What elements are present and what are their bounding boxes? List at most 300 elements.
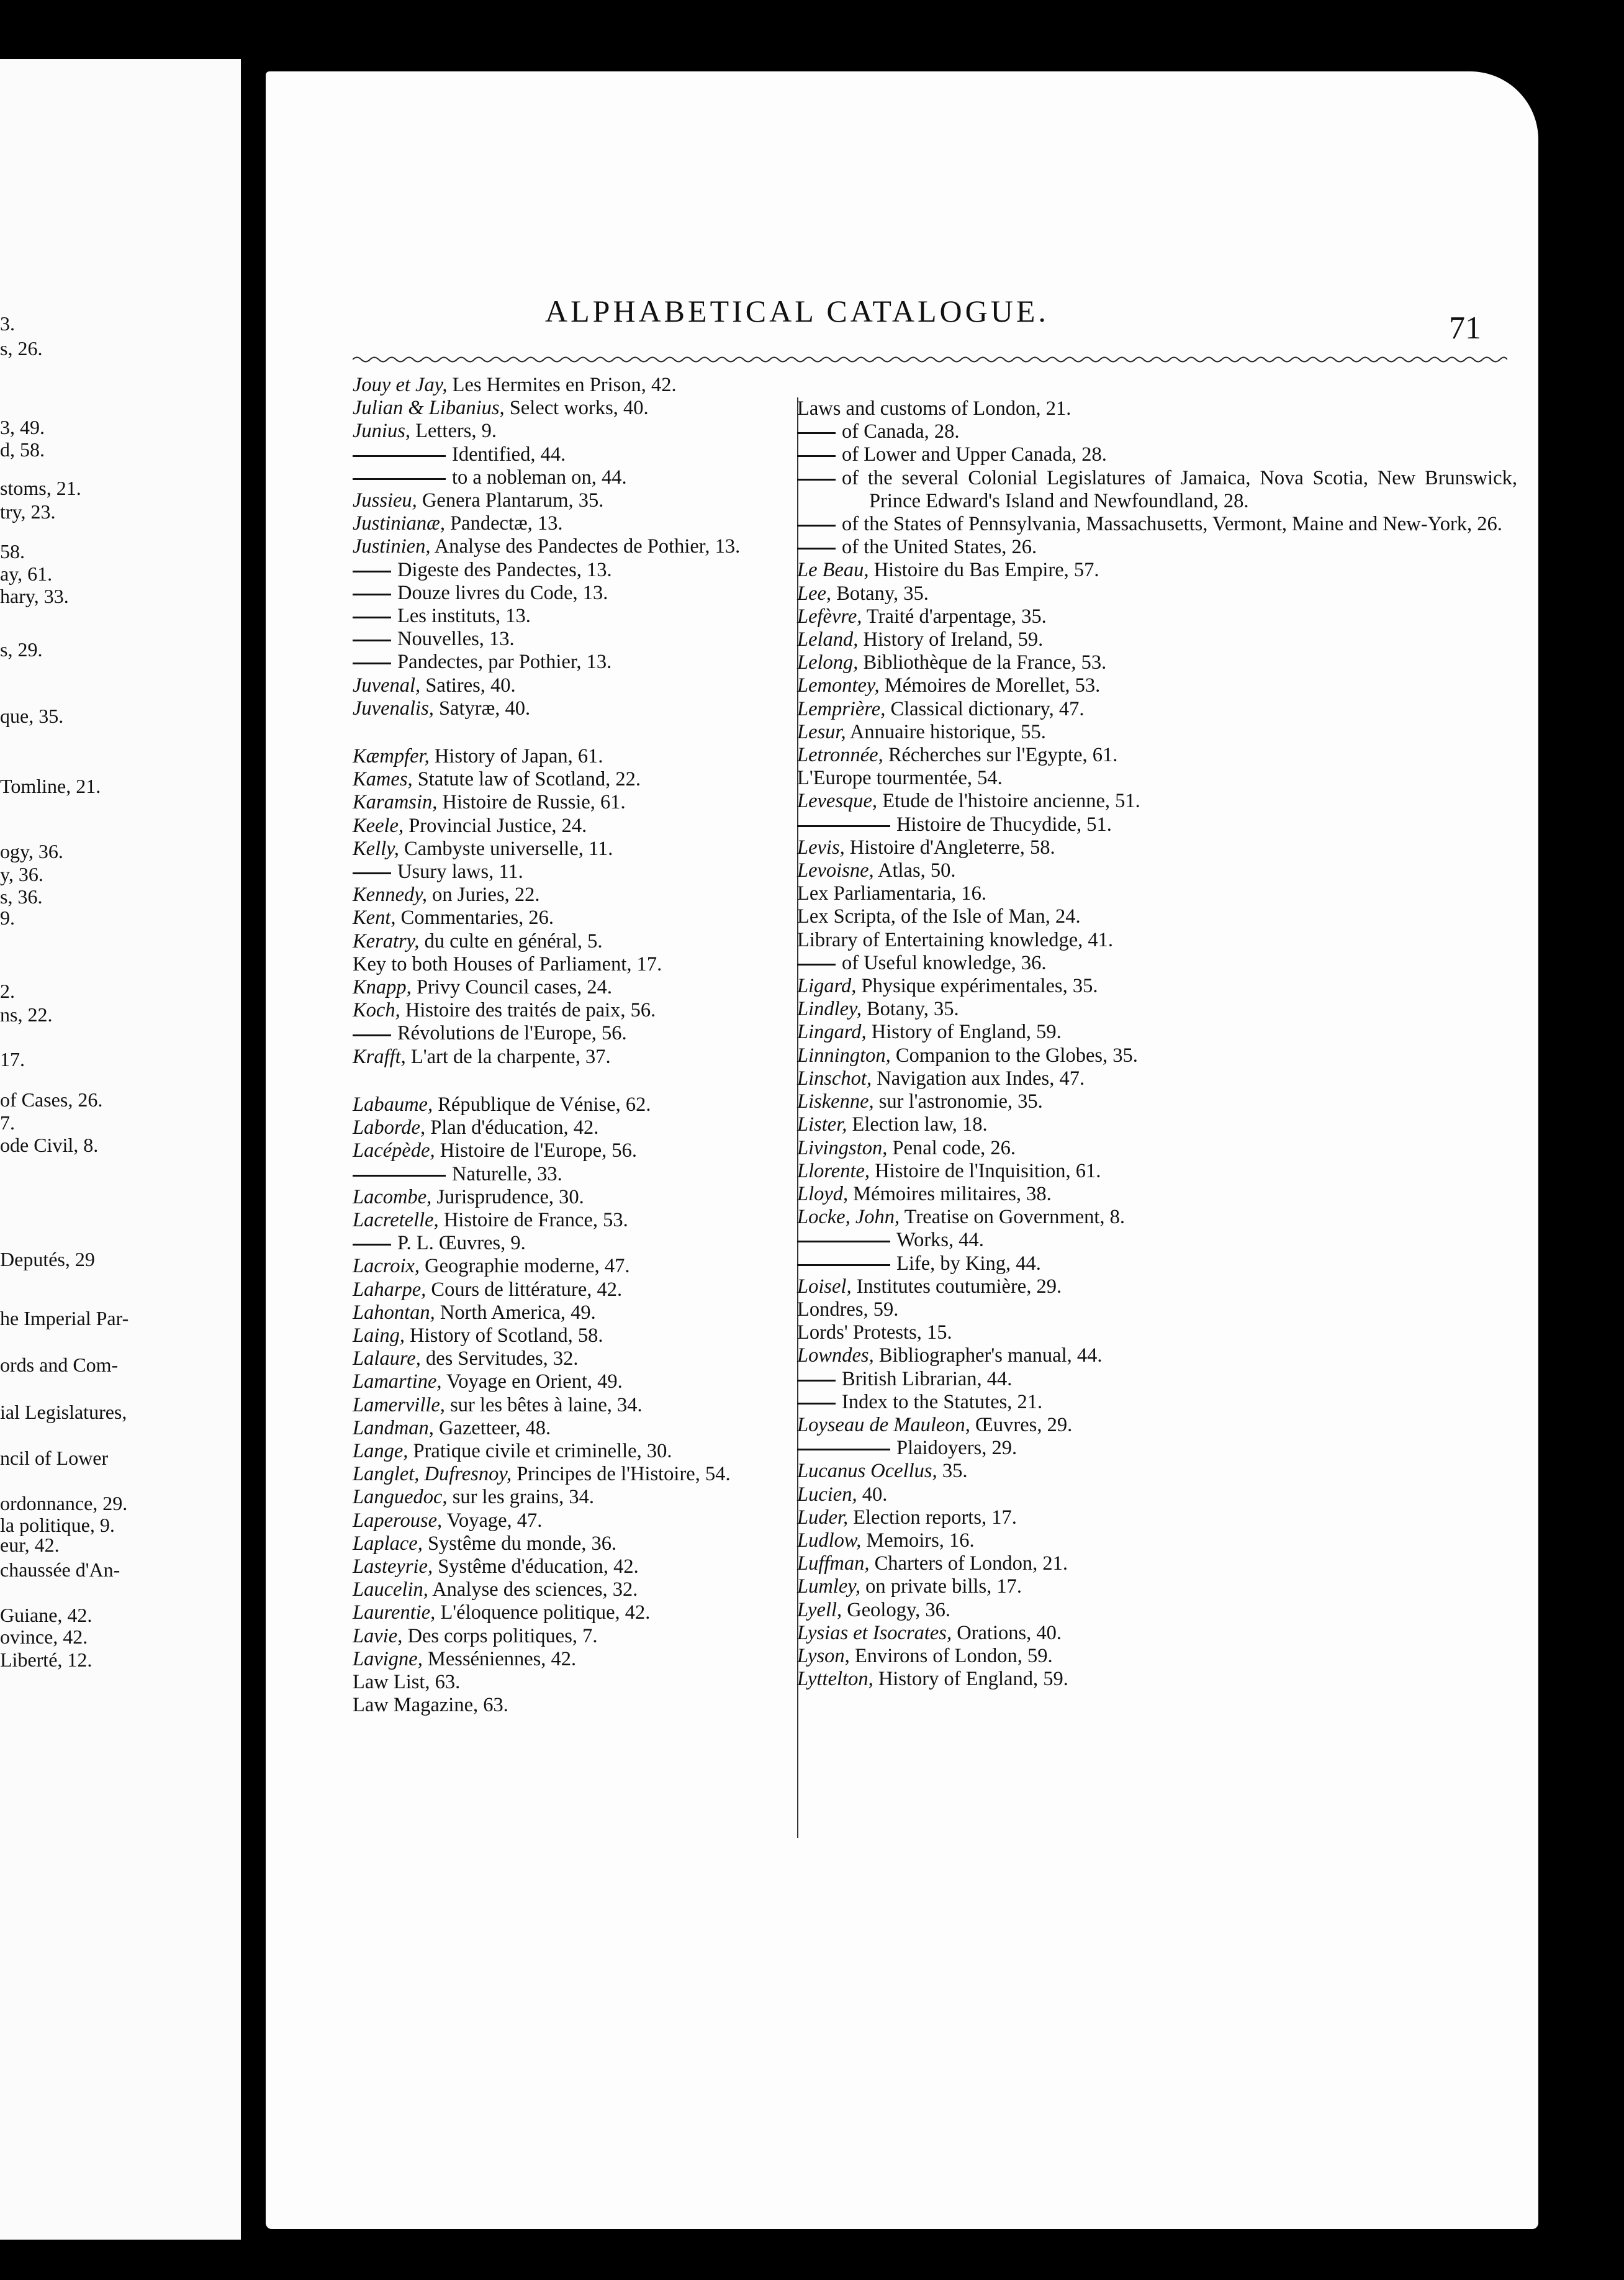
entry-author: Livingston, xyxy=(797,1136,888,1159)
entry-title: British Librarian, 44. xyxy=(842,1367,1013,1390)
entry-title: History of England, 59. xyxy=(873,1668,1068,1691)
ditto-dash xyxy=(797,1449,890,1450)
entry-title: Botany, 35. xyxy=(831,582,929,605)
entry-author: Lacretelle, xyxy=(353,1208,439,1231)
catalogue-entry xyxy=(797,1206,1517,1229)
catalogue-entry xyxy=(353,1694,880,1717)
catalogue-entry xyxy=(797,1622,1517,1645)
entry-title: of the United States, 26. xyxy=(842,536,1037,559)
entry-author: Luder, xyxy=(797,1506,849,1529)
entry-author: Leland, xyxy=(797,628,859,651)
left-page-text-fragment: Guiane, 42. xyxy=(0,1604,92,1626)
entry-title: Lords' Protests, 15. xyxy=(797,1321,952,1344)
left-page-text-fragment: ns, 22. xyxy=(0,1003,53,1026)
entry-title: Pandectes, par Pothier, 13. xyxy=(397,651,612,674)
catalogue-entry xyxy=(797,698,1517,721)
ditto-dash xyxy=(797,964,836,966)
entry-title: Douze livres du Code, 13. xyxy=(397,581,608,604)
entry-author: Lasteyrie, xyxy=(353,1555,433,1578)
entry-author: Langlet, Dufresnoy, xyxy=(353,1463,512,1486)
ditto-dash xyxy=(353,455,446,457)
entry-title: Histoire de l'Inquisition, 61. xyxy=(870,1159,1101,1182)
catalogue-entry xyxy=(797,1137,1517,1160)
entry-author: Ludlow, xyxy=(797,1529,862,1552)
entry-author: Lacépède, xyxy=(353,1139,435,1162)
catalogue-entry xyxy=(797,1113,1517,1136)
catalogue-entry xyxy=(797,1483,1517,1506)
entry-title: Library of Entertaining knowledge, 41. xyxy=(797,928,1114,951)
entry-title: 40. xyxy=(857,1483,888,1506)
catalogue-entry xyxy=(797,1668,1517,1691)
entry-author: Lelong, xyxy=(797,651,859,674)
entry-author: Letronnée, xyxy=(797,744,883,767)
catalogue-entry xyxy=(797,467,1517,513)
entry-author: Justinianæ, xyxy=(353,512,445,535)
entry-author: Lindley, xyxy=(797,998,862,1021)
entry-title: Life, by King, 44. xyxy=(896,1252,1041,1275)
entry-author: Lowndes, xyxy=(797,1344,874,1367)
entry-author: Lucien, xyxy=(797,1483,857,1506)
entry-title: sur l'astronomie, 35. xyxy=(873,1090,1043,1113)
left-page-text-fragment: 2. xyxy=(0,980,15,1002)
catalogue-entry xyxy=(353,374,880,397)
entry-author: Koch, xyxy=(353,999,400,1022)
entry-title: Annuaire historique, 55. xyxy=(846,720,1046,743)
entry-author: Laharpe, xyxy=(353,1278,426,1301)
entry-author: Lemprière, xyxy=(797,697,886,720)
entry-title: Voyage, 47. xyxy=(442,1509,543,1532)
entry-title: Mémoires militaires, 38. xyxy=(848,1182,1052,1205)
entry-author: Lyell, xyxy=(797,1598,842,1621)
catalogue-entry xyxy=(797,1414,1517,1437)
entry-title: Voyage en Orient, 49. xyxy=(441,1370,623,1393)
entry-title: Key to both Houses of Parliament, 17. xyxy=(353,952,662,975)
left-page-text-fragment: ogy, 36. xyxy=(0,840,63,862)
entry-author: Liskenne, xyxy=(797,1090,874,1113)
left-page-text-fragment: ncil of Lower xyxy=(0,1447,109,1469)
entry-title: Lex Scripta, of the Isle of Man, 24. xyxy=(797,905,1081,928)
left-page-text-fragment: ords and Com- xyxy=(0,1354,119,1376)
left-page-text-fragment: y, 36. xyxy=(0,863,43,885)
ditto-dash xyxy=(353,571,391,572)
entry-title: History of Japan, 61. xyxy=(429,745,603,768)
entry-title: to a nobleman on, 44. xyxy=(452,466,627,489)
catalogue-entry xyxy=(797,744,1517,767)
catalogue-column-right xyxy=(797,397,1517,1691)
left-page-text-fragment: 3, 49. xyxy=(0,416,45,438)
entry-title: Laws and customs of London, 21. xyxy=(797,397,1071,420)
entry-title: sur les bêtes à laine, 34. xyxy=(444,1393,643,1416)
catalogue-entry xyxy=(797,1391,1517,1414)
left-page-text-fragment: ovince, 42. xyxy=(0,1626,88,1648)
entry-title: on private bills, 17. xyxy=(860,1575,1022,1598)
catalogue-entry xyxy=(797,790,1517,813)
entry-author: Laplace, xyxy=(353,1532,423,1555)
ditto-dash xyxy=(797,1403,836,1405)
entry-title: Histoire de l'Europe, 56. xyxy=(435,1139,638,1162)
entry-title: 35. xyxy=(937,1460,968,1483)
entry-author: Keratry, xyxy=(353,930,420,952)
entry-author: Lacroix, xyxy=(353,1255,420,1278)
entry-title: Messéniennes, 42. xyxy=(422,1647,577,1670)
entry-title: Nouvelles, 13. xyxy=(397,628,515,651)
entry-title: Provincial Justice, 24. xyxy=(404,814,587,837)
entry-title: Pandectæ, 13. xyxy=(444,512,563,535)
entry-author: Knapp, xyxy=(353,976,412,999)
entry-author: Kæmpfer, xyxy=(353,745,430,768)
entry-author: Lamerville, xyxy=(353,1393,445,1416)
catalogue-entry xyxy=(797,1252,1517,1275)
entry-title: Histoire de Russie, 61. xyxy=(437,791,626,814)
entry-title: Récherches sur l'Egypte, 61. xyxy=(883,744,1118,767)
entry-title: History of Scotland, 58. xyxy=(404,1324,603,1347)
catalogue-entry xyxy=(797,674,1517,697)
catalogue-entry xyxy=(797,1183,1517,1206)
entry-title: Les Hermites en Prison, 42. xyxy=(447,374,677,396)
entry-author: Landman, xyxy=(353,1416,434,1439)
entry-author: Lloyd, xyxy=(797,1182,849,1205)
ditto-dash xyxy=(353,1244,391,1246)
left-page-text-fragment: s, 36. xyxy=(0,885,43,908)
entry-author: Lucanus Ocellus, xyxy=(797,1460,937,1483)
entry-title: Systême du monde, 36. xyxy=(422,1532,617,1555)
left-page-text-fragment: ial Legislatures, xyxy=(0,1401,127,1423)
ditto-dash xyxy=(353,1034,391,1036)
catalogue-entry xyxy=(797,420,1517,443)
ditto-dash xyxy=(797,432,836,434)
ditto-dash xyxy=(797,479,836,481)
catalogue-entry xyxy=(797,605,1517,628)
entry-author: Llorente, xyxy=(797,1159,870,1182)
entry-author: Jussieu, xyxy=(353,489,417,512)
entry-title: Cours de littérature, 42. xyxy=(426,1278,623,1301)
left-page-text-fragment: 7. xyxy=(0,1111,15,1134)
entry-title: Systême d'éducation, 42. xyxy=(433,1555,639,1578)
left-page-text-fragment: Liberté, 12. xyxy=(0,1649,92,1671)
catalogue-entry xyxy=(797,1460,1517,1483)
entry-author: Lahontan, xyxy=(353,1301,435,1324)
catalogue-entry xyxy=(797,1368,1517,1391)
entry-title: Geology, 36. xyxy=(842,1598,950,1621)
entry-title: on Juries, 22. xyxy=(427,884,540,907)
ditto-dash xyxy=(353,594,391,595)
entry-title: Jurisprudence, 30. xyxy=(431,1185,584,1208)
entry-author: Lefèvre, xyxy=(797,605,862,628)
entry-author: Laperouse, xyxy=(353,1509,443,1532)
entry-title: Bibliographer's manual, 44. xyxy=(873,1344,1103,1367)
entry-title: Pratique civile et criminelle, 30. xyxy=(408,1439,672,1462)
entry-author: Lavie, xyxy=(353,1624,403,1647)
left-page-text-fragment: stoms, 21. xyxy=(0,477,81,499)
left-page-text-fragment: que, 35. xyxy=(0,705,64,727)
catalogue-entry xyxy=(797,1067,1517,1090)
entry-title: Histoire d'Angleterre, 58. xyxy=(844,836,1055,859)
entry-author: Labaume, xyxy=(353,1093,433,1116)
wavy-rule xyxy=(353,355,1507,364)
entry-title: Cambyste universelle, 11. xyxy=(399,837,613,860)
entry-title: Law Magazine, 63. xyxy=(353,1694,508,1717)
entry-title: P. L. Œuvres, 9. xyxy=(397,1232,526,1255)
entry-title: Physique expérimentales, 35. xyxy=(856,975,1098,998)
entry-title: Plan d'éducation, 42. xyxy=(425,1116,599,1139)
ditto-dash xyxy=(353,617,391,618)
entry-title: Atlas, 50. xyxy=(873,859,956,882)
entry-title: Plaidoyers, 29. xyxy=(896,1437,1017,1460)
entry-title: Histoire du Bas Empire, 57. xyxy=(868,559,1099,582)
entry-author: Levis, xyxy=(797,836,845,859)
catalogue-entry xyxy=(797,1437,1517,1460)
catalogue-entry xyxy=(797,1529,1517,1552)
entry-author: Languedoc, xyxy=(353,1486,448,1509)
ditto-dash xyxy=(353,1175,446,1177)
ditto-dash xyxy=(797,1264,890,1266)
entry-author: Justinien, xyxy=(353,535,431,558)
entry-title: Principes de l'Histoire, 54. xyxy=(512,1463,731,1486)
catalogue-entry xyxy=(797,1321,1517,1344)
entry-title: L'art de la charpente, 37. xyxy=(405,1045,611,1068)
catalogue-entry xyxy=(797,582,1517,605)
entry-title: Bibliothèque de la France, 53. xyxy=(858,651,1107,674)
ditto-dash xyxy=(353,872,391,874)
entry-author: Lesur, xyxy=(797,720,846,743)
entry-title: Etude de l'histoire ancienne, 51. xyxy=(877,790,1140,813)
entry-title: L'éloquence politique, 42. xyxy=(435,1601,651,1624)
entry-title: Œuvres, 29. xyxy=(970,1413,1073,1436)
entry-title: sur les grains, 34. xyxy=(447,1486,595,1509)
catalogue-entry xyxy=(797,767,1517,790)
entry-title: Satires, 40. xyxy=(420,674,516,697)
entry-author: Lister, xyxy=(797,1113,847,1136)
entry-author: Lee, xyxy=(797,582,832,605)
entry-author: Julian & Libanius, xyxy=(353,397,505,420)
catalogue-entry xyxy=(797,1344,1517,1367)
ditto-dash xyxy=(353,640,391,641)
ditto-dash xyxy=(353,663,391,664)
entry-author: Laing, xyxy=(353,1324,405,1347)
entry-title: Mémoires de Morellet, 53. xyxy=(879,674,1101,697)
entry-title: Gazetteer, 48. xyxy=(433,1416,551,1439)
catalogue-entry xyxy=(797,721,1517,744)
entry-title: Commentaries, 26. xyxy=(395,907,554,930)
entry-title: Analyse des sciences, 32. xyxy=(428,1578,638,1601)
entry-title: Orations, 40. xyxy=(952,1621,1062,1644)
entry-author: Levoisne, xyxy=(797,859,874,882)
entry-title: Privy Council cases, 24. xyxy=(411,976,612,999)
entry-title: Election reports, 17. xyxy=(848,1506,1017,1529)
left-page-text-fragment: ode Civil, 8. xyxy=(0,1134,99,1156)
left-page-text-fragment: la politique, 9. xyxy=(0,1514,115,1536)
entry-author: Lalaure, xyxy=(353,1347,421,1370)
catalogue-entry xyxy=(797,882,1517,905)
ditto-dash xyxy=(797,525,836,527)
catalogue-entry xyxy=(797,443,1517,466)
entry-title: Index to the Statutes, 21. xyxy=(842,1390,1043,1413)
entry-author: Karamsin, xyxy=(353,791,438,814)
entry-title: Genera Plantarum, 35. xyxy=(417,489,604,512)
catalogue-entry xyxy=(797,1160,1517,1183)
entry-title: Analyse des Pandectes de Pothier, 13. xyxy=(430,535,741,558)
entry-author: Keele, xyxy=(353,814,404,837)
entry-author: Ligard, xyxy=(797,975,857,998)
ditto-dash xyxy=(797,1241,890,1242)
left-page-text-fragment: he Imperial Par- xyxy=(0,1307,129,1329)
entry-title: Law List, 63. xyxy=(353,1670,461,1693)
catalogue-entry xyxy=(797,559,1517,582)
entry-title: Révolutions de l'Europe, 56. xyxy=(397,1022,627,1045)
left-page-text-fragment: 9. xyxy=(0,907,15,929)
catalogue-entry xyxy=(797,1275,1517,1298)
left-page-text-fragment: Deputés, 29 xyxy=(0,1248,95,1270)
entry-title: des Servitudes, 32. xyxy=(420,1347,579,1370)
entry-title: Usury laws, 11. xyxy=(397,861,523,884)
entry-title: North America, 49. xyxy=(435,1301,596,1324)
entry-author: Lyttelton, xyxy=(797,1668,873,1691)
entry-title: of the States of Pennsylvania, Massachusetts, Vermont, Maine and New-York, 26. xyxy=(842,513,1502,536)
left-page-text-fragment: eur, 42. xyxy=(0,1534,60,1556)
left-page-text-fragment: of Cases, 26. xyxy=(0,1088,103,1111)
ditto-dash xyxy=(353,478,446,480)
left-page-text-fragment: chaussée d'An- xyxy=(0,1558,120,1581)
ditto-dash xyxy=(797,455,836,457)
entry-author: Kent, xyxy=(353,907,396,930)
left-page-text-fragment: ay, 61. xyxy=(0,563,53,585)
entry-title: Statute law of Scotland, 22. xyxy=(412,768,641,791)
entry-author: Juvenal, xyxy=(353,674,421,697)
catalogue-entry xyxy=(797,975,1517,998)
entry-title: Histoire de France, 53. xyxy=(438,1208,628,1231)
page-number: 71 xyxy=(1449,310,1481,346)
catalogue-entry xyxy=(797,397,1517,420)
entry-title: Naturelle, 33. xyxy=(452,1162,562,1185)
entry-title: Des corps politiques, 7. xyxy=(402,1624,598,1647)
left-page-text-fragment: d, 58. xyxy=(0,438,45,461)
entry-title: Satyræ, 40. xyxy=(433,697,531,720)
catalogue-entry xyxy=(797,836,1517,859)
catalogue-entry xyxy=(797,905,1517,928)
ditto-dash xyxy=(797,825,890,827)
catalogue-entry xyxy=(797,1575,1517,1598)
entry-title: Geographie moderne, 47. xyxy=(420,1255,630,1278)
catalogue-entry xyxy=(797,1090,1517,1113)
entry-title: Environs of London, 59. xyxy=(849,1644,1053,1667)
catalogue-entry xyxy=(797,929,1517,952)
entry-title: Election law, 18. xyxy=(847,1113,988,1136)
catalogue-entry xyxy=(797,513,1517,536)
catalogue-entry xyxy=(797,1552,1517,1575)
entry-title: Select works, 40. xyxy=(504,397,649,420)
entry-author: Lamartine, xyxy=(353,1370,442,1393)
entry-title: Digeste des Pandectes, 13. xyxy=(397,558,612,581)
entry-author: Locke, John, xyxy=(797,1206,900,1229)
catalogue-entry xyxy=(797,628,1517,651)
entry-title: Letters, 9. xyxy=(410,420,497,443)
left-page-text-fragment: 58. xyxy=(0,540,25,563)
entry-title: Londres, 59. xyxy=(797,1298,899,1321)
entry-title: Les instituts, 13. xyxy=(397,605,531,628)
left-page-text-fragment: ordonnance, 29. xyxy=(0,1492,128,1514)
entry-title: L'Europe tourmentée, 54. xyxy=(797,767,1003,790)
entry-author: Kelly, xyxy=(353,837,399,860)
entry-title: République de Vénise, 62. xyxy=(433,1093,651,1116)
entry-title: Penal code, 26. xyxy=(887,1136,1016,1159)
entry-title: Institutes coutumière, 29. xyxy=(851,1275,1062,1298)
entry-author: Lemontey, xyxy=(797,674,880,697)
catalogue-entry xyxy=(797,1506,1517,1529)
entry-title: Classical dictionary, 47. xyxy=(885,697,1085,720)
entry-author: Loisel, xyxy=(797,1275,852,1298)
entry-title: Treatise on Government, 8. xyxy=(900,1206,1126,1229)
entry-title: Traité d'arpentage, 35. xyxy=(862,605,1047,628)
entry-title: History of Ireland, 59. xyxy=(858,628,1044,651)
entry-author: Laborde, xyxy=(353,1116,426,1139)
entry-author: Loyseau de Mauleon, xyxy=(797,1413,970,1436)
entry-title: of Useful knowledge, 36. xyxy=(842,951,1047,974)
left-page-text-fragment: s, 29. xyxy=(0,638,43,661)
entry-title: Charters of London, 21. xyxy=(869,1552,1068,1575)
entry-title: Identified, 44. xyxy=(452,443,566,466)
entry-author: Juvenalis, xyxy=(353,697,434,720)
entry-title: Memoirs, 16. xyxy=(861,1529,975,1552)
entry-title: Companion to the Globes, 35. xyxy=(890,1044,1138,1067)
left-page-text-fragment: Tomline, 21. xyxy=(0,775,101,797)
entry-author: Lyson, xyxy=(797,1644,850,1667)
left-page-text-fragment: try, 23. xyxy=(0,500,56,523)
catalogue-entry xyxy=(797,1645,1517,1668)
entry-title: du culte en général, 5. xyxy=(419,930,603,952)
catalogue-entry xyxy=(797,1044,1517,1067)
entry-author: Lavigne, xyxy=(353,1647,423,1670)
left-page-text-fragment: hary, 33. xyxy=(0,585,69,607)
catalogue-entry xyxy=(797,998,1517,1021)
entry-title: of Canada, 28. xyxy=(842,420,960,443)
entry-author: Lange, xyxy=(353,1439,408,1462)
entry-author: Lingard, xyxy=(797,1021,867,1044)
left-page-text-fragment: 17. xyxy=(0,1048,25,1070)
entry-title: of Lower and Upper Canada, 28. xyxy=(842,443,1107,466)
entry-title: Histoire de Thucydide, 51. xyxy=(896,813,1112,836)
entry-author: Jouy et Jay, xyxy=(353,374,448,396)
entry-author: Levesque, xyxy=(797,790,878,813)
page-heading: ALPHABETICAL CATALOGUE. xyxy=(545,294,1049,328)
catalogue-entry xyxy=(797,952,1517,975)
entry-title: of the several Colonial Legislatures of Jamaica, Nova Scotia, New Brunswick, Prince Edward's Island and Newfoundland, 28. xyxy=(842,466,1517,512)
entry-title: Botany, 35. xyxy=(861,998,959,1021)
entry-author: Lacombe, xyxy=(353,1185,432,1208)
catalogue-entry xyxy=(797,536,1517,559)
entry-author: Kames, xyxy=(353,768,413,791)
left-page-fragment xyxy=(0,59,241,2240)
catalogue-entry xyxy=(797,859,1517,882)
entry-author: Le Beau, xyxy=(797,559,869,582)
entry-title: Works, 44. xyxy=(896,1229,984,1252)
catalogue-page xyxy=(266,71,1538,2229)
catalogue-entry xyxy=(797,813,1517,836)
entry-author: Krafft, xyxy=(353,1045,406,1068)
entry-author: Laucelin, xyxy=(353,1578,428,1601)
entry-author: Linnington, xyxy=(797,1044,891,1067)
entry-author: Linschot, xyxy=(797,1067,872,1090)
left-page-text-fragment: s, 26. xyxy=(0,337,43,360)
entry-author: Junius, xyxy=(353,420,410,443)
entry-title: Lex Parliamentaria, 16. xyxy=(797,882,987,905)
catalogue-entry xyxy=(797,1021,1517,1044)
entry-author: Lumley, xyxy=(797,1575,861,1598)
catalogue-entry xyxy=(797,1229,1517,1252)
entry-title: Histoire des traités de paix, 56. xyxy=(400,999,656,1022)
catalogue-entry xyxy=(797,651,1517,674)
entry-author: Laurentie, xyxy=(353,1601,436,1624)
catalogue-entry xyxy=(797,1599,1517,1622)
